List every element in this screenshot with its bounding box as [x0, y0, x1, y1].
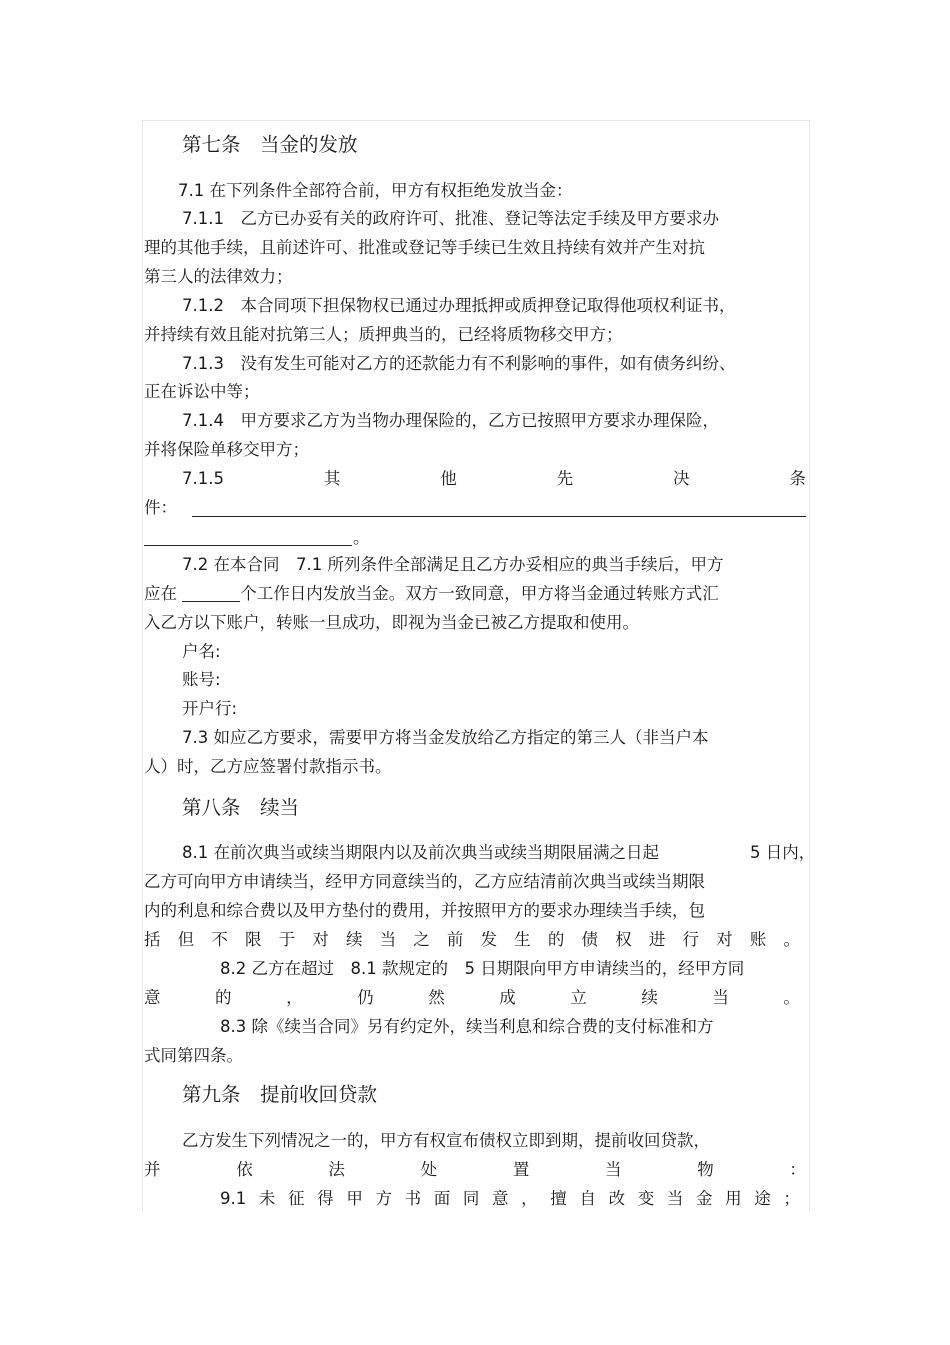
clause-7-1-1-line3: 第三人的法律效力；	[144, 267, 293, 286]
justified-char: 对	[312, 930, 329, 949]
justified-char: 限	[244, 930, 262, 949]
clause-7-2-line3: 入乙方以下账户，转账一旦成功，即视为当金已被乙方提取和使用。	[144, 613, 639, 632]
clause-8-2-line1: 8.2 乙方在超过 8.1 款规定的 5 日期限向甲方申请续当的，经甲方同	[220, 959, 745, 978]
justified-char: 进	[648, 930, 666, 949]
clause-7-1-2-line2: 并持续有效且能对抗第三人；质押典当的，已经将质物移交甲方；	[144, 325, 623, 344]
justified-char: 。	[783, 930, 800, 949]
fill-in-blank-line	[192, 516, 806, 517]
justified-char: 他	[440, 469, 457, 488]
clause-8-1-line1-end: 5 日内，	[750, 843, 816, 862]
justified-char: 意	[492, 1189, 509, 1208]
justified-char: ，	[286, 988, 303, 1007]
article-9-intro-line1: 乙方发生下列情况之一的，甲方有权宣布债权立即到期，提前收回贷款，	[182, 1131, 710, 1150]
article-9-heading: 第九条 提前收回贷款	[182, 1083, 378, 1106]
days-blank	[182, 584, 240, 602]
justified-char: 方	[375, 1189, 392, 1208]
article-7-heading: 第七条 当金的发放	[182, 133, 358, 156]
justified-char: 续	[641, 988, 658, 1007]
justified-char: 前	[446, 930, 464, 949]
clause-7-1-5-end: 。	[353, 528, 370, 547]
justified-char: ，	[521, 1189, 538, 1208]
clause-7-1-4-line2: 并将保险单移交甲方；	[144, 440, 309, 459]
justified-char: 得	[317, 1189, 334, 1208]
justified-char: 法	[328, 1160, 345, 1179]
justified-char: 自	[579, 1189, 596, 1208]
justified-char: ；	[783, 1189, 800, 1208]
clause-7-1-2-line1: 7.1.2 本合同项下担保物权已通过办理抵押或质押登记取得他项权利证书，	[182, 296, 736, 315]
justified-char: 先	[556, 469, 574, 488]
clause-8-1-line2: 乙方可向甲方申请续当，经甲方同意续当的，乙方应结清前次典当或续当期限	[144, 872, 705, 891]
clause-8-2-line2	[144, 988, 800, 1008]
justified-char: 未	[258, 1189, 276, 1208]
justified-char: 当	[379, 930, 397, 949]
justified-char: 甲	[346, 1189, 363, 1208]
clause-text: 个工作日内发放当金。双方一致同意，甲方将当金通过转账方式汇	[240, 584, 719, 603]
account-name-label: 户名:	[182, 642, 221, 661]
justified-char: 成	[499, 988, 516, 1007]
justified-char: 物	[697, 1160, 714, 1179]
justified-char: 用	[725, 1189, 742, 1208]
justified-char: 征	[288, 1189, 305, 1208]
justified-char: 并	[144, 1160, 161, 1179]
justified-char: 决	[673, 469, 690, 488]
account-number-label: 账号:	[182, 670, 221, 689]
justified-char: 擅	[550, 1189, 567, 1208]
justified-char: 途	[754, 1189, 771, 1208]
justified-char: 当	[666, 1189, 684, 1208]
justified-char: ：	[789, 1160, 806, 1179]
justified-char: 变	[637, 1189, 655, 1208]
justified-char: 括	[144, 930, 161, 949]
justified-char: 生	[514, 930, 531, 949]
clause-7-1-1-line1: 7.1.1 乙方已办妥有关的政府许可、批准、登记等法定手续及甲方要求办	[182, 209, 719, 228]
justified-char: 权	[615, 930, 632, 949]
clause-8-1-line3: 内的利息和综合费以及甲方垫付的费用，并按照甲方的要求办理续当手续，包	[144, 901, 705, 920]
justified-char: 对	[716, 930, 733, 949]
justified-char: 面	[433, 1189, 451, 1208]
justified-char: 当	[605, 1160, 622, 1179]
justified-char: 债	[581, 930, 599, 949]
clause-7-3-line2: 人）时，乙方应签署付款指示书。	[144, 757, 392, 776]
justified-char: 7.1.5	[182, 469, 224, 488]
justified-char: 仍	[357, 988, 374, 1007]
justified-char: 立	[570, 988, 587, 1007]
clause-8-1-line4	[144, 930, 800, 950]
justified-char: 账	[749, 930, 767, 949]
clause-7-1-1-line2: 理的其他手续，且前述许可、批准或登记等手续已生效且持续有效并产生对抗	[144, 238, 705, 257]
article-8-heading: 第八条 续当	[182, 796, 300, 819]
article-9-intro-line2	[144, 1160, 806, 1180]
justified-char: 发	[480, 930, 498, 949]
justified-char: 之	[413, 930, 430, 949]
justified-char: 当	[712, 988, 729, 1007]
justified-char: 然	[428, 988, 445, 1007]
justified-char: 条	[789, 469, 806, 488]
justified-char: 改	[608, 1189, 626, 1208]
justified-char: 不	[211, 930, 228, 949]
clause-8-3-line1: 8.3 除《续当合同》另有约定外，续当利息和综合费的支付标准和方	[220, 1017, 714, 1036]
clause-7-1-5-line1	[182, 469, 806, 489]
bank-label: 开户行:	[182, 699, 238, 718]
justified-char: 其	[323, 469, 341, 488]
clause-7-1-5-line2-label: 件：	[144, 498, 177, 517]
justified-char: 。	[783, 988, 800, 1007]
clause-8-1-line1: 8.1 在前次典当或续当期限内以及前次典当或续当期限届满之日起	[182, 843, 659, 862]
justified-char: 9.1	[220, 1189, 247, 1208]
clause-7-2-line2	[144, 584, 719, 604]
clause-8-3-line2: 式同第四条。	[144, 1046, 243, 1065]
justified-char: 置	[512, 1160, 530, 1179]
justified-char: 行	[682, 930, 699, 949]
clause-7-1-3-line1: 7.1.3 没有发生可能对乙方的还款能力有不利影响的事件，如有债务纠纷、	[182, 354, 736, 373]
justified-char: 续	[345, 930, 363, 949]
justified-char: 处	[420, 1160, 438, 1179]
clause-9-1	[220, 1189, 800, 1209]
justified-char: 依	[236, 1160, 253, 1179]
justified-char: 意	[144, 988, 161, 1007]
justified-char: 的	[215, 988, 232, 1007]
fill-in-blank-line	[144, 545, 352, 546]
clause-text: 应在	[144, 584, 183, 603]
justified-char: 书	[404, 1189, 422, 1208]
justified-char: 同	[462, 1189, 480, 1208]
justified-char: 但	[177, 930, 195, 949]
justified-char: 于	[278, 930, 296, 949]
clause-7-1: 7.1 在下列条件全部符合前，甲方有权拒绝发放当金：	[178, 181, 573, 200]
clause-7-1-3-line2: 正在诉讼中等；	[144, 382, 260, 401]
clause-7-2-line1: 7.2 在本合同 7.1 所列条件全部满足且乙方办妥相应的典当手续后，甲方	[182, 555, 724, 574]
justified-char: 的	[547, 930, 565, 949]
justified-char: 金	[696, 1189, 713, 1208]
clause-7-3-line1: 7.3 如应乙方要求，需要甲方将当金发放给乙方指定的第三人（非当户本	[182, 728, 709, 747]
clause-7-1-4-line1: 7.1.4 甲方要求乙方为当物办理保险的，乙方已按照甲方要求办理保险，	[182, 411, 719, 430]
